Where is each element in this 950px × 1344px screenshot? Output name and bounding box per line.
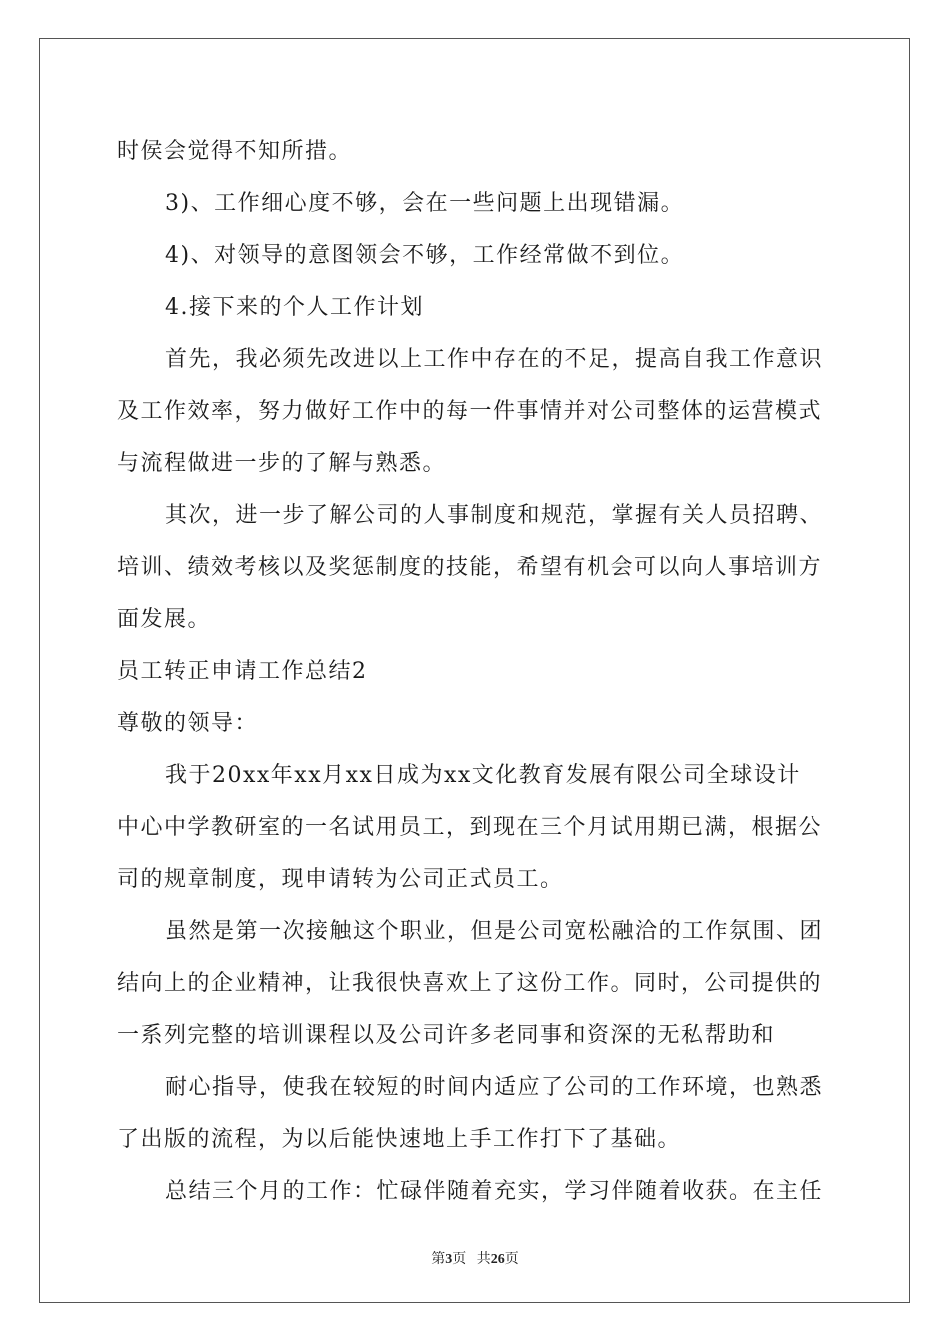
- text-line: 及工作效率，努力做好工作中的每一件事情并对公司整体的运营模式: [117, 399, 823, 424]
- page-label-suffix: 页: [452, 1252, 467, 1267]
- text-line: 其次，进一步了解公司的人事制度和规范，掌握有关人员招聘、: [165, 503, 824, 528]
- text-line: 与流程做进一步的了解与熟悉。: [117, 451, 447, 476]
- text-line: 了出版的流程，为以后能快速地上手工作打下了基础。: [117, 1127, 682, 1152]
- text-line: 面发展。: [117, 607, 212, 632]
- section-heading: 4.接下来的个人工作计划: [165, 295, 424, 320]
- text-line: 首先，我必须先改进以上工作中存在的不足，提高自我工作意识: [165, 347, 824, 372]
- total-label-prefix: 共: [476, 1252, 491, 1267]
- text-line: 一系列完整的培训课程以及公司许多老同事和资深的无私帮助和: [117, 1023, 776, 1048]
- document-title: 员工转正申请工作总结2: [117, 659, 368, 684]
- text-line: 4)、对领导的意图领会不够，工作经常做不到位。: [165, 243, 685, 268]
- total-label-suffix: 页: [504, 1252, 519, 1267]
- text-line: 我于20xx年xx月xx日成为xx文化教育发展有限公司全球设计: [165, 763, 801, 788]
- page-number: 3: [445, 1252, 453, 1267]
- text-line: 虽然是第一次接触这个职业，但是公司宽松融洽的工作氛围、团: [165, 919, 824, 944]
- total-pages: 26: [490, 1252, 505, 1267]
- text-line: 司的规章制度，现申请转为公司正式员工。: [117, 867, 564, 892]
- text-line: 耐心指导，使我在较短的时间内适应了公司的工作环境，也熟悉: [165, 1075, 824, 1100]
- text-line: 中心中学教研室的一名试用员工，到现在三个月试用期已满，根据公: [117, 815, 823, 840]
- document-body: [117, 128, 837, 1216]
- text-line: 培训、绩效考核以及奖惩制度的技能，希望有机会可以向人事培训方: [117, 555, 823, 580]
- page-label-prefix: 第: [431, 1252, 446, 1267]
- text-line: 总结三个月的工作：忙碌伴随着充实，学习伴随着收获。在主任: [165, 1179, 824, 1204]
- text-line: 3)、工作细心度不够，会在一些问题上出现错漏。: [165, 191, 685, 216]
- page-footer: [0, 1248, 950, 1268]
- text-line: 时侯会觉得不知所措。: [117, 139, 353, 164]
- salutation: 尊敬的领导：: [117, 711, 259, 736]
- text-line: 结向上的企业精神，让我很快喜欢上了这份工作。同时，公司提供的: [117, 971, 823, 996]
